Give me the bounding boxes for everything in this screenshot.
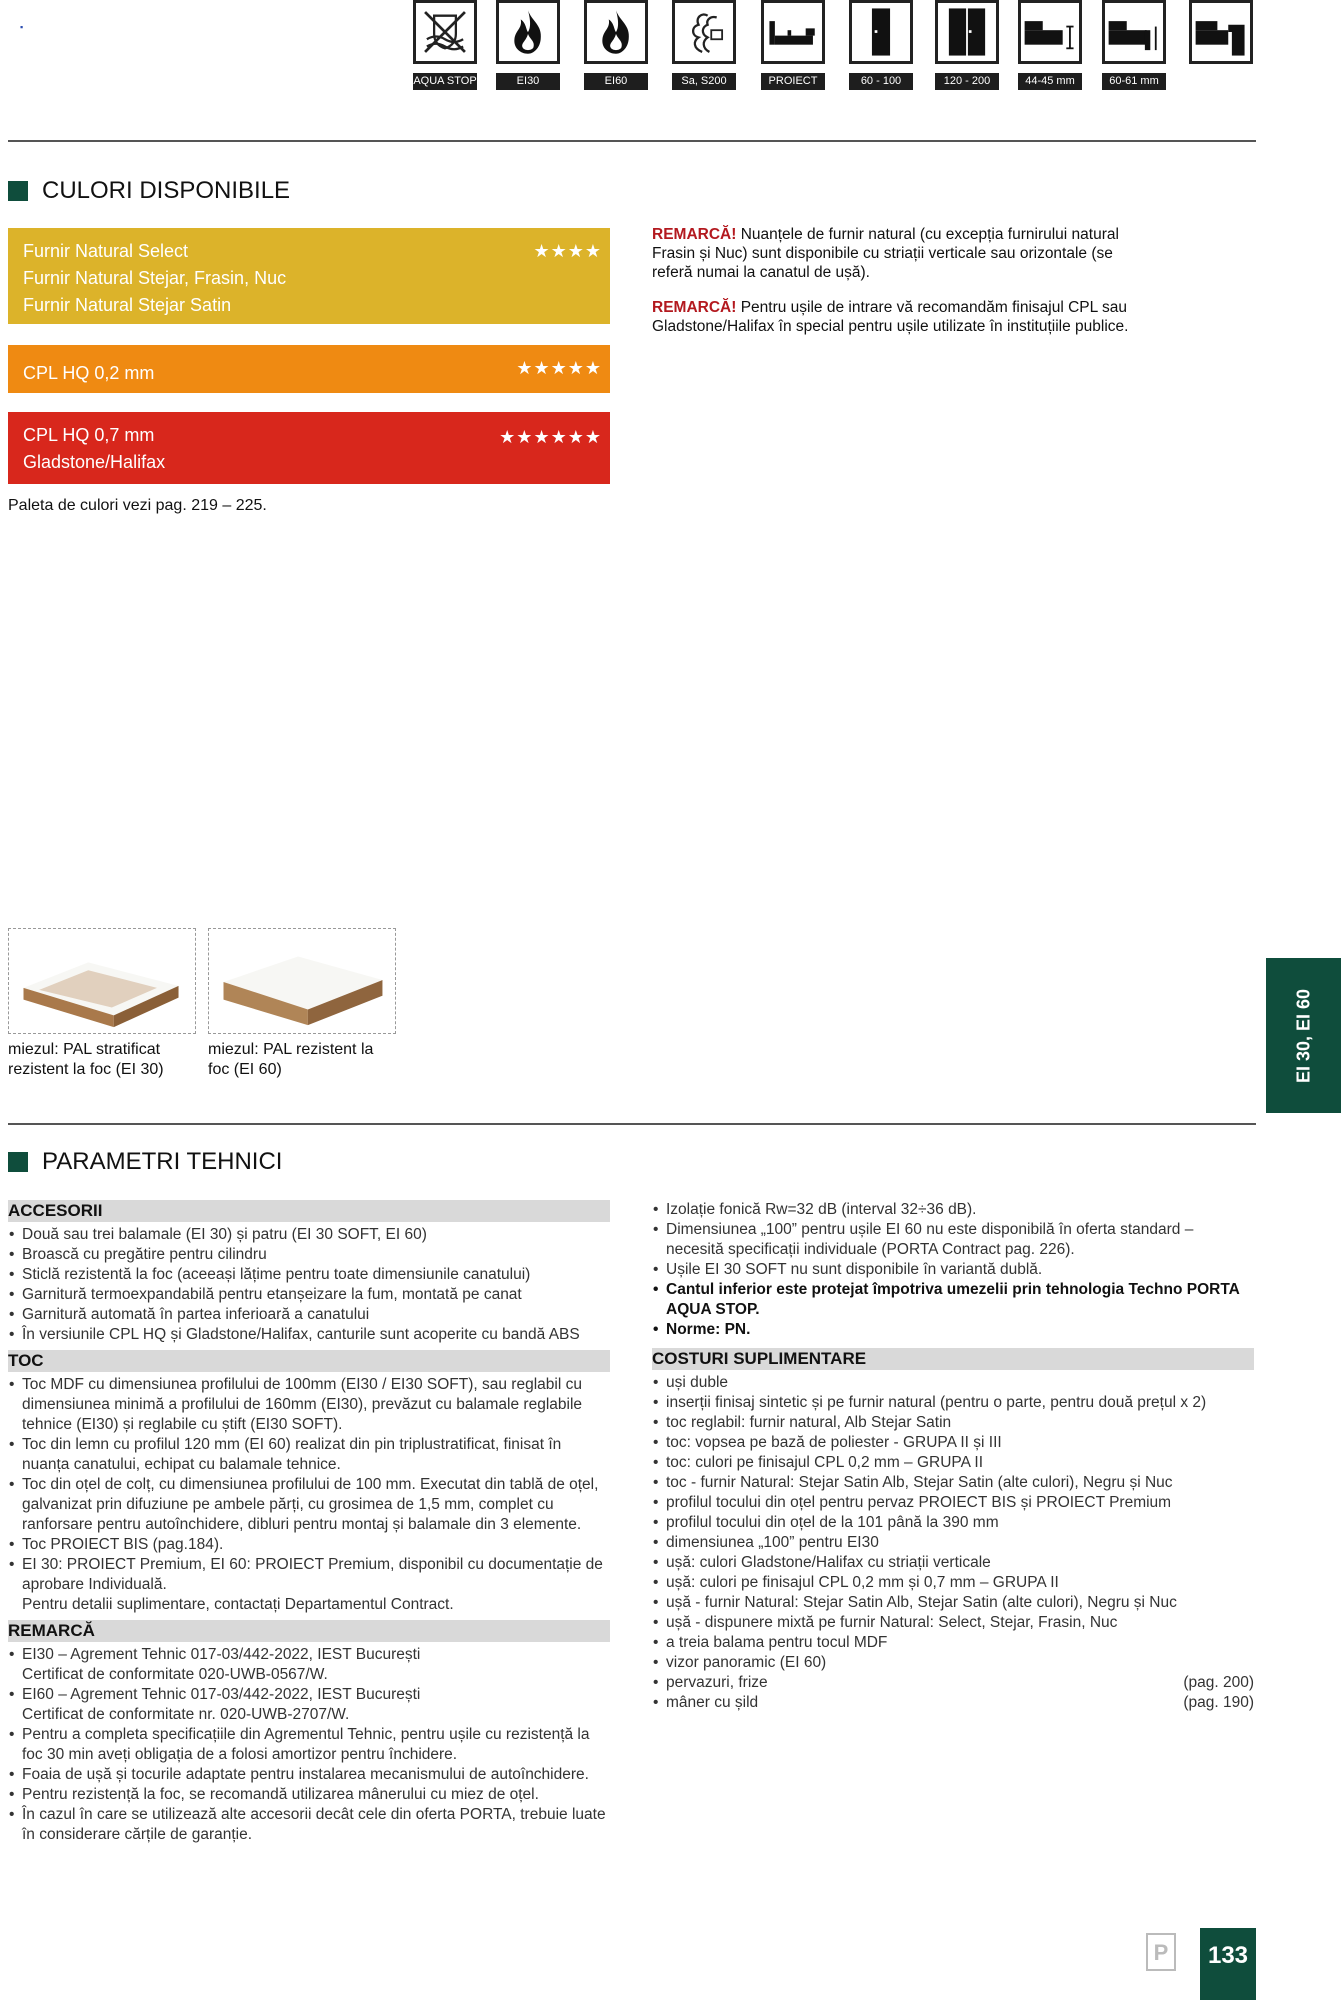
list-item: • În versiunile CPL HQ și Gladstone/Halifax, canturile sunt acoperite cu bandă ABS [8, 1325, 610, 1345]
list-item: • EI60 – Agrement Tehnic 017-03/442-2022, IEST București [8, 1685, 610, 1705]
band-line: Gladstone/Halifax [23, 452, 166, 472]
remark-text: Nuanțele de furnir natural (cu excepția furnirului natural Frasin și Nuc) sunt disponibile cu striații verticale sau orizontale (se referă numai la canatul de ușă). [652, 226, 1119, 281]
section-marker [8, 1152, 28, 1172]
list-item: • EI30 – Agrement Tehnic 017-03/442-2022, IEST București [8, 1645, 610, 1665]
door-thickness-icon [1105, 3, 1163, 61]
list-item: Certificat de conformitate nr. 020-UWB-2707/W. [22, 1706, 350, 1723]
tech-left-column [8, 1200, 610, 1850]
list-item: • pervazuri, frize (pag. 200) [652, 1673, 1254, 1693]
side-tab-label: EI 30, EI 60 [1293, 988, 1313, 1083]
band-cpl-07 [8, 412, 610, 484]
icon-label: 44-45 mm [1018, 73, 1082, 90]
tech-right-column [652, 1200, 1254, 1718]
porta-logo [1146, 1933, 1176, 1971]
remark [652, 225, 1152, 282]
list-item: • Broască cu pregătire pentru cilindru [8, 1245, 610, 1265]
rating-stars: ★★★★★ [516, 358, 602, 378]
door-profile-badge [1189, 0, 1253, 64]
icon-label: EI60 [584, 73, 648, 90]
divider [8, 140, 1256, 142]
icon-label: 60-61 mm [1102, 73, 1166, 90]
list-item: • Dimensiunea „100” pentru ușile EI 60 nu este disponibilă în oferta standard – necesită specificații individuale (PORTA Contract pag. 226). [652, 1220, 1254, 1260]
list-item: • profilul tocului din oțel de la 101 până la 390 mm [652, 1513, 1254, 1533]
colors-section-header [8, 177, 290, 205]
double-door-badge [935, 0, 999, 90]
flame-icon [587, 3, 645, 61]
door-profile-icon [1192, 3, 1250, 61]
remark [652, 298, 1152, 336]
core-sample-image [9, 929, 195, 1033]
accesorii-heading: ACCESORII [8, 1200, 610, 1222]
remarca-heading: REMARCĂ [8, 1620, 610, 1642]
list-item: • Toc din lemn cu profilul 120 mm (EI 60) realizat din pin triplustratificat, finisat în nuanța canatului, echipat cu balamale tehnice. [8, 1435, 610, 1475]
list-item: • Ușile EI 30 SOFT nu sunt disponibile în variantă dublă. [652, 1260, 1254, 1280]
list-item: • Garnitură automată în partea inferioară a canatului [8, 1305, 610, 1325]
tech-section-header [8, 1148, 282, 1176]
single-door-badge [849, 0, 913, 90]
list-item: • Cantul inferior este protejat împotriva umezelii prin tehnologia Techno PORTA AQUA STOP. [652, 1280, 1254, 1320]
palette-note: Paleta de culori vezi pag. 219 – 225. [8, 497, 267, 514]
colors-section-title: CULORI DISPONIBILE [42, 177, 291, 204]
icon-label: Sa, S200 [672, 73, 736, 90]
aqua-stop-icon [416, 3, 474, 61]
list-item: Certificat de conformitate 020-UWB-0567/W. [22, 1666, 328, 1683]
accesorii-list [8, 1225, 610, 1345]
list-item: • toc - furnir Natural: Stejar Satin Alb, Stejar Satin (alte culori), Negru și Nuc [652, 1473, 1254, 1493]
list-item: • inserții finisaj sintetic și pe furnir natural (pentru o parte, pentru două prețul x 2) [652, 1393, 1254, 1413]
remark-text: Pentru ușile de intrare vă recomandăm finisajul CPL sau Gladstone/Halifax în special pentru ușile utilizate în instituțiile publice. [652, 299, 1129, 335]
thickness-44-badge [1018, 0, 1082, 90]
divider [8, 1123, 1256, 1125]
list-item: • Foaia de ușă și tocurile adaptate pentru instalarea mecanismului de autoînchidere. [8, 1765, 610, 1785]
thickness-60-badge [1102, 0, 1166, 90]
icon-label: 120 - 200 [935, 73, 999, 90]
list-item: • vizor panoramic (EI 60) [652, 1653, 1254, 1673]
single-door-icon [852, 3, 910, 61]
proiect-badge [761, 0, 825, 90]
list-item: • ușă - dispunere mixtă pe furnir Natural: Select, Stejar, Frasin, Nuc [652, 1613, 1254, 1633]
flag-mark: ▪ [20, 22, 24, 32]
page-number: 133 [1200, 1928, 1256, 2000]
band-line: CPL HQ 0,7 mm [23, 425, 155, 445]
smoke-badge [672, 0, 736, 90]
side-tab [1266, 958, 1341, 1113]
icon-label: AQUA STOP [413, 73, 477, 90]
core-sample-ei30 [8, 928, 196, 1034]
list-item: • Pentru rezistență la foc, se recomandă utilizarea mânerului cu miez de oțel. [8, 1785, 610, 1805]
aqua-stop-badge [413, 0, 477, 90]
costuri-heading: COSTURI SUPLIMENTARE [652, 1348, 1254, 1370]
core-sample-image [209, 929, 395, 1033]
list-item: • În cazul în care se utilizează alte accesorii decât cele din oferta PORTA, trebuie luate în considerare cărțile de garanție. [8, 1805, 610, 1845]
list-item: • Garnitură termoexpandabilă pentru etanșeizare la fum, montată pe canat [8, 1285, 610, 1305]
list-item: • profilul tocului din oțel pentru pervaz PROIECT BIS și PROIECT Premium [652, 1493, 1254, 1513]
core-caption: miezul: PAL stratificat rezistent la foc (EI 30) [8, 1041, 164, 1078]
list-item: • Sticlă rezistentă la foc (aceeași lățime pentru toate dimensiunile canatului) [8, 1265, 610, 1285]
ei30-badge [496, 0, 560, 90]
section-marker [8, 181, 28, 201]
band-line: CPL HQ 0,2 mm [23, 363, 155, 383]
rating-stars: ★★★★★★ [499, 427, 602, 447]
band-line: Furnir Natural Select [23, 241, 189, 261]
rating-stars: ★★★★ [533, 241, 602, 261]
list-item: • dimensiunea „100” pentru EI30 [652, 1533, 1254, 1553]
costuri-list [652, 1373, 1254, 1713]
tech-section-title: PARAMETRI TEHNICI [42, 1148, 283, 1175]
properties-list [652, 1200, 1254, 1340]
list-item: • uși duble [652, 1373, 1254, 1393]
band-furnir [8, 228, 610, 324]
list-item: • Toc din oțel de colț, cu dimensiunea profilului de 100 mm. Executat din tablă de oțel, galvanizat prin difuziune pe ambele părți, cu grosimea de 1,5 mm, complet cu ranforsare pentru autoînchidere, dibluri pentru montaj și balamale din 3 elemente. [8, 1475, 610, 1535]
band-line: Furnir Natural Stejar Satin [23, 295, 232, 315]
list-item: • Norme: PN. [652, 1320, 1254, 1340]
list-item: • mâner cu șild (pag. 190) [652, 1693, 1254, 1713]
toc-heading: TOC [8, 1350, 610, 1372]
remark-label: REMARCĂ! [652, 226, 737, 243]
remark-label: REMARCĂ! [652, 299, 737, 316]
list-item: • Toc PROIECT BIS (pag.184). [8, 1535, 610, 1555]
list-item: • ușă - furnir Natural: Stejar Satin Alb, Stejar Satin (alte culori), Negru și Nuc [652, 1593, 1254, 1613]
core-caption: miezul: PAL rezistent la foc (EI 60) [208, 1041, 374, 1078]
remarca-list [8, 1645, 610, 1845]
list-item: • Două sau trei balamale (EI 30) și patru (EI 30 SOFT, EI 60) [8, 1225, 610, 1245]
list-item: • a treia balama pentru tocul MDF [652, 1633, 1254, 1653]
list-item: • toc: culori pe finisajul CPL 0,2 mm – GRUPA II [652, 1453, 1254, 1473]
door-thickness-icon [1021, 3, 1079, 61]
band-cpl-02 [8, 345, 610, 393]
list-item: • ușă: culori Gladstone/Halifax cu striații verticale [652, 1553, 1254, 1573]
list-note: Pentru detalii suplimentare, contactați Departamentul Contract. [22, 1596, 454, 1613]
svg-text:P: P [1153, 1940, 1169, 1965]
list-item: • EI 30: PROIECT Premium, EI 60: PROIECT Premium, disponibil cu documentație de aprobare Individuală. [8, 1555, 610, 1595]
remarks-block [652, 225, 1152, 352]
ei60-badge [584, 0, 648, 90]
list-item: • Izolație fonică Rw=32 dB (interval 32÷36 dB). [652, 1200, 1254, 1220]
smoke-icon [675, 3, 733, 61]
list-item: • ușă: culori pe finisajul CPL 0,2 mm și 0,7 mm – GRUPA II [652, 1573, 1254, 1593]
icon-label: PROIECT [761, 73, 825, 90]
list-item: • Pentru a completa specificațiile din Agrementul Tehnic, pentru ușile cu rezistență la foc 30 min aveți obligația de a folosi amortizor pentru închidere. [8, 1725, 610, 1765]
double-door-icon [938, 3, 996, 61]
icon-label: EI30 [496, 73, 560, 90]
flame-icon [499, 3, 557, 61]
list-item: • toc reglabil: furnir natural, Alb Stejar Satin [652, 1413, 1254, 1433]
list-item: • toc: vopsea pe bază de poliester - GRUPA II și III [652, 1433, 1254, 1453]
list-item: • Toc MDF cu dimensiunea profilului de 100mm (EI30 / EI30 SOFT), sau reglabil cu dimensiunea minimă a profilului de 160mm (EI30), prevăzut cu balamale reglabile tehnice (EI30) și reglabile cu știft (EI30 SOFT). [8, 1375, 610, 1435]
frame-profile-icon [764, 3, 822, 61]
band-line: Furnir Natural Stejar, Frasin, Nuc [23, 268, 287, 288]
icon-label: 60 - 100 [849, 73, 913, 90]
core-sample-ei60 [208, 928, 396, 1034]
toc-list [8, 1375, 610, 1615]
